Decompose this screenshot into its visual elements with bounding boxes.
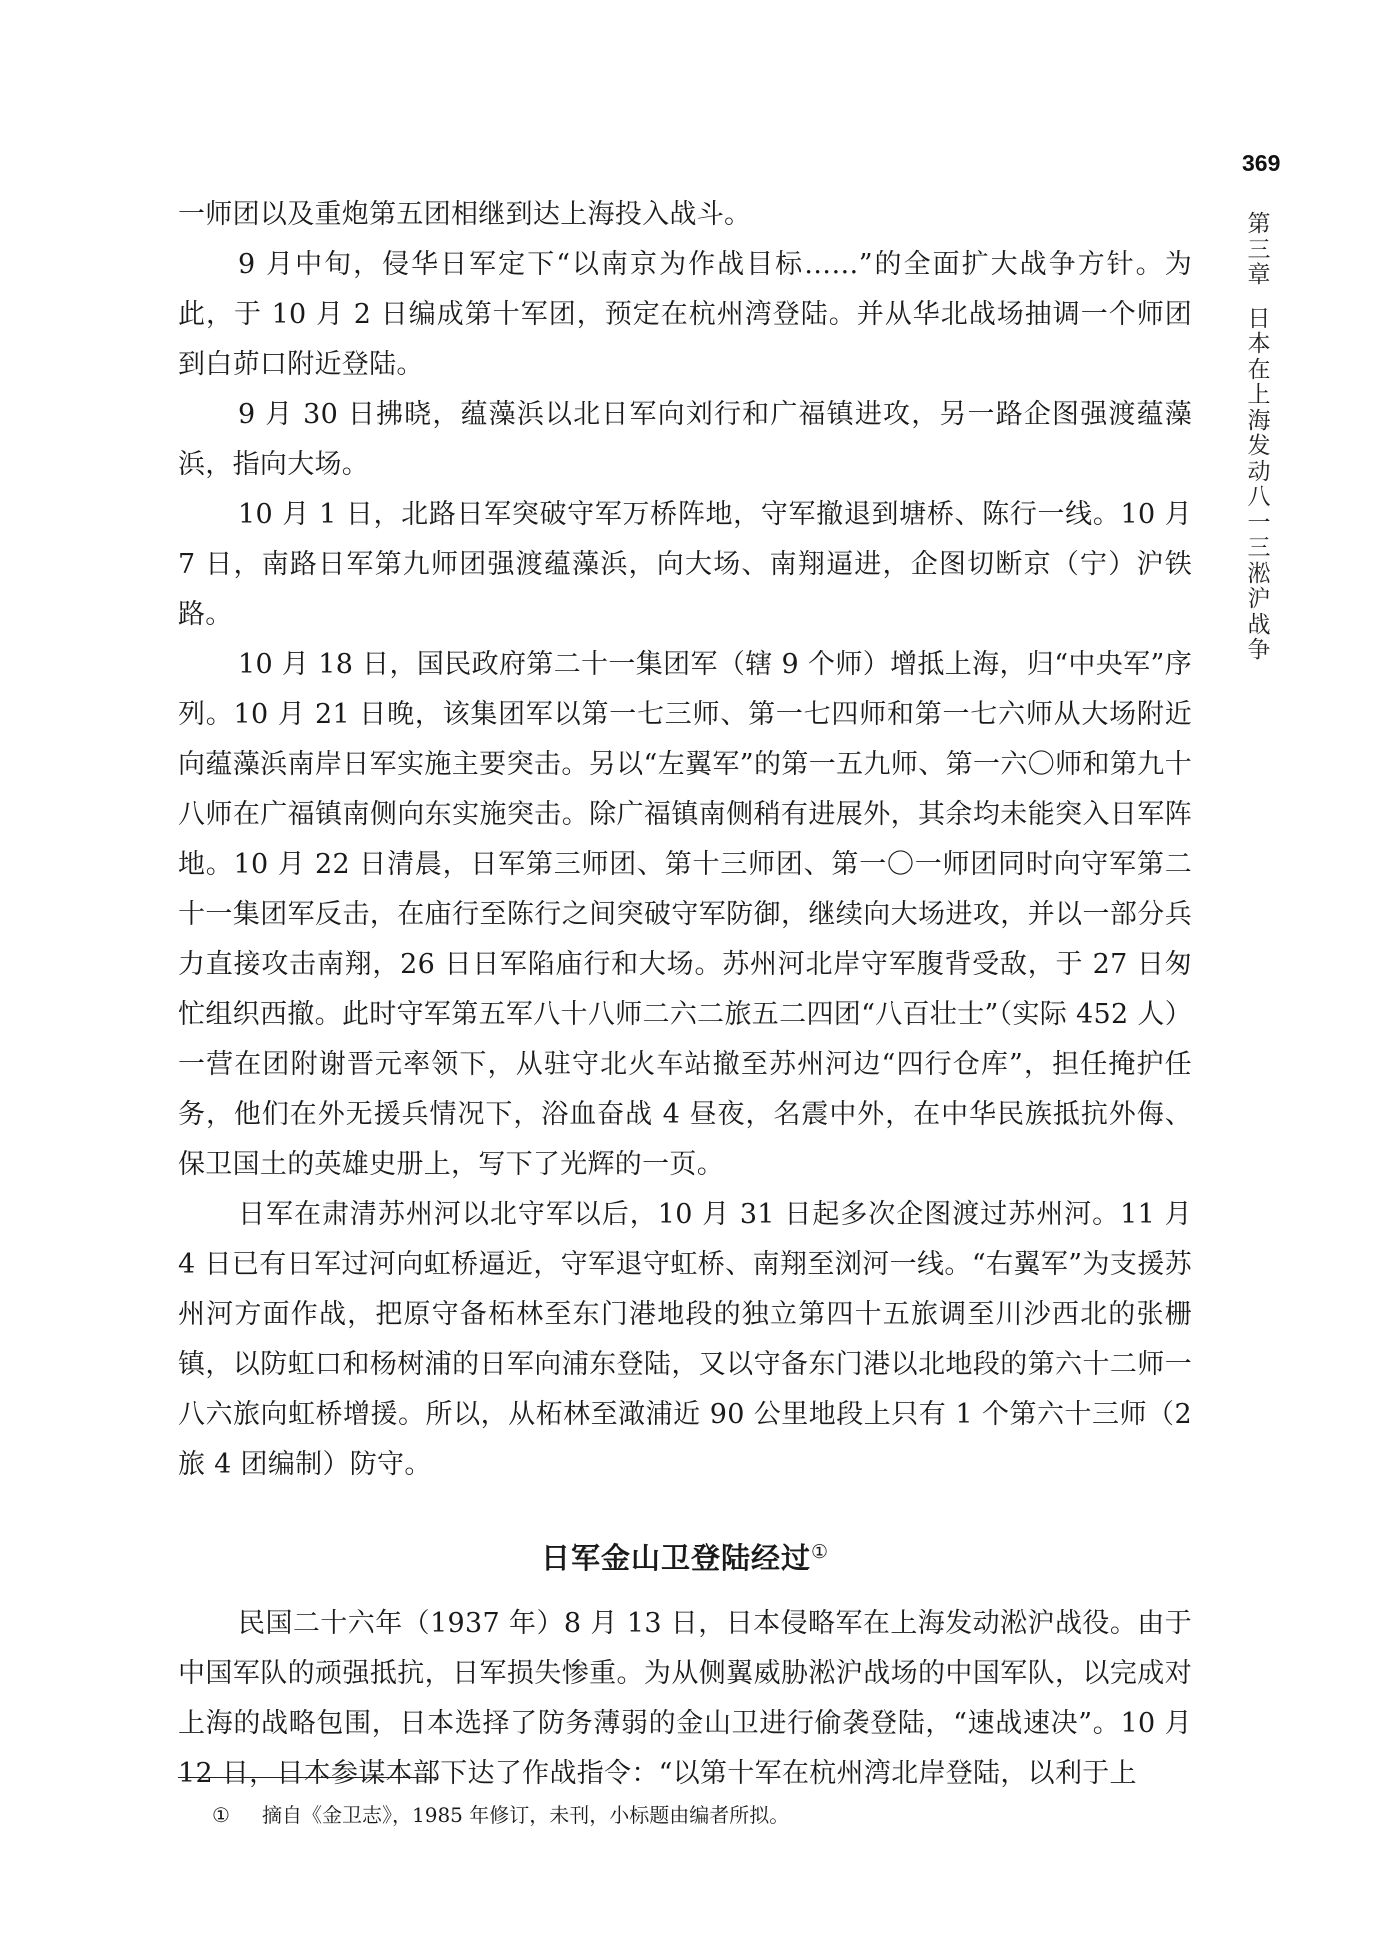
- section-heading-text: 日军金山卫登陆经过: [540, 1541, 811, 1575]
- footnote-text: 摘自《金卫志》，1985 年修订，未刊，小标题由编者所拟。: [262, 1803, 790, 1827]
- footnote-mark: ①: [212, 1803, 230, 1827]
- page-number: 369: [1242, 150, 1281, 176]
- paragraph: 民国二十六年（1937 年）8 月 13 日，日本侵略军在上海发动淞沪战役。由于中国军队的顽强抵抗，日军损失惨重。为从侧翼威胁淞沪战场的中国军队，以完成对上海的战略包围，日本选择了防务薄弱的金山卫进行偷袭登陆，“速战速决”。10 月 12 日，日本参谋本部下达了作战指令：“以第十军在杭州湾北岸登陆，以利于上: [178, 1608, 1192, 1789]
- running-head: [1242, 212, 1276, 664]
- paragraph: 9 月中旬，侵华日军定下“以南京为作战目标……”的全面扩大战争方针。为此，于 10 月 2 日编成第十军团，预定在杭州湾登陆。并从华北战场抽调一个师团到白茆口附近登陆。: [178, 249, 1192, 380]
- main-text: [178, 190, 1192, 1799]
- paragraph: 一师团以及重炮第五团相继到达上海投入战斗。: [178, 199, 752, 230]
- paragraph: 10 月 18 日，国民政府第二十一集团军（辖 9 个师）增抵上海，归“中央军”序列。10 月 21 日晚，该集团军以第一七三师、第一七四师和第一七六师从大场附近向蕴藻浜南岸日军实施主要突击。另以“左翼军”的第一五九师、第一六〇师和第九十八师在广福镇南侧向东实施突击。除广福镇南侧稍有进展外，其余均未能突入日军阵地。10 月 22 日清晨，日军第三师团、第十三师团、第一〇一师团同时向守军第二十一集团军反击，在庙行至陈行之间突破守军防御，继续向大场进攻，并以一部分兵力直接攻击南翔，26 日日军陷庙行和大场。苏州河北岸守军腹背受敌，于 27 日匆忙组织西撤。此时守军第五军八十八师二六二旅五二四团“八百壮士”（实际 452 人）一营在团附谢晋元率领下，从驻守北火车站撤至苏州河边“四行仓库”，担任掩护任务，他们在外无援兵情况下，浴血奋战 4 昼夜，名震中外，在中华民族抵抗外侮、保卫国土的英雄史册上，写下了光辉的一页。: [178, 649, 1192, 1180]
- section-heading: [178, 1536, 1192, 1577]
- paragraph: 日军在肃清苏州河以北守军以后，10 月 31 日起多次企图渡过苏州河。11 月 4 日已有日军过河向虹桥逼近，守军退守虹桥、南翔至浏河一线。“右翼军”为支援苏州河方面作战，把原守备柘林至东门港地段的独立第四十五旅调至川沙西北的张栅镇，以防虹口和杨树浦的日军向浦东登陆，又以守备东门港以北地段的第六十二师一八六旅向虹桥增援。所以，从柘林至澉浦近 90 公里地段上只有 1 个第六十三师（2 旅 4 团编制）防守。: [178, 1199, 1192, 1480]
- footnote: [212, 1800, 789, 1830]
- footnote-divider: [178, 1777, 436, 1778]
- running-head-title: 日本在上海发动八一三淞沪战争: [1247, 305, 1271, 663]
- paragraph: 10 月 1 日，北路日军突破守军万桥阵地，守军撤退到塘桥、陈行一线。10 月 7 日，南路日军第九师团强渡蕴藻浜，向大场、南翔逼进，企图切断京（宁）沪铁路。: [178, 499, 1192, 630]
- paragraph: 9 月 30 日拂晓，蕴藻浜以北日军向刘行和广福镇进攻，另一路企图强渡蕴藻浜，指向大场。: [178, 399, 1192, 480]
- running-head-chapter: 第三章: [1247, 211, 1271, 288]
- footnote-reference[interactable]: ①: [810, 1541, 830, 1563]
